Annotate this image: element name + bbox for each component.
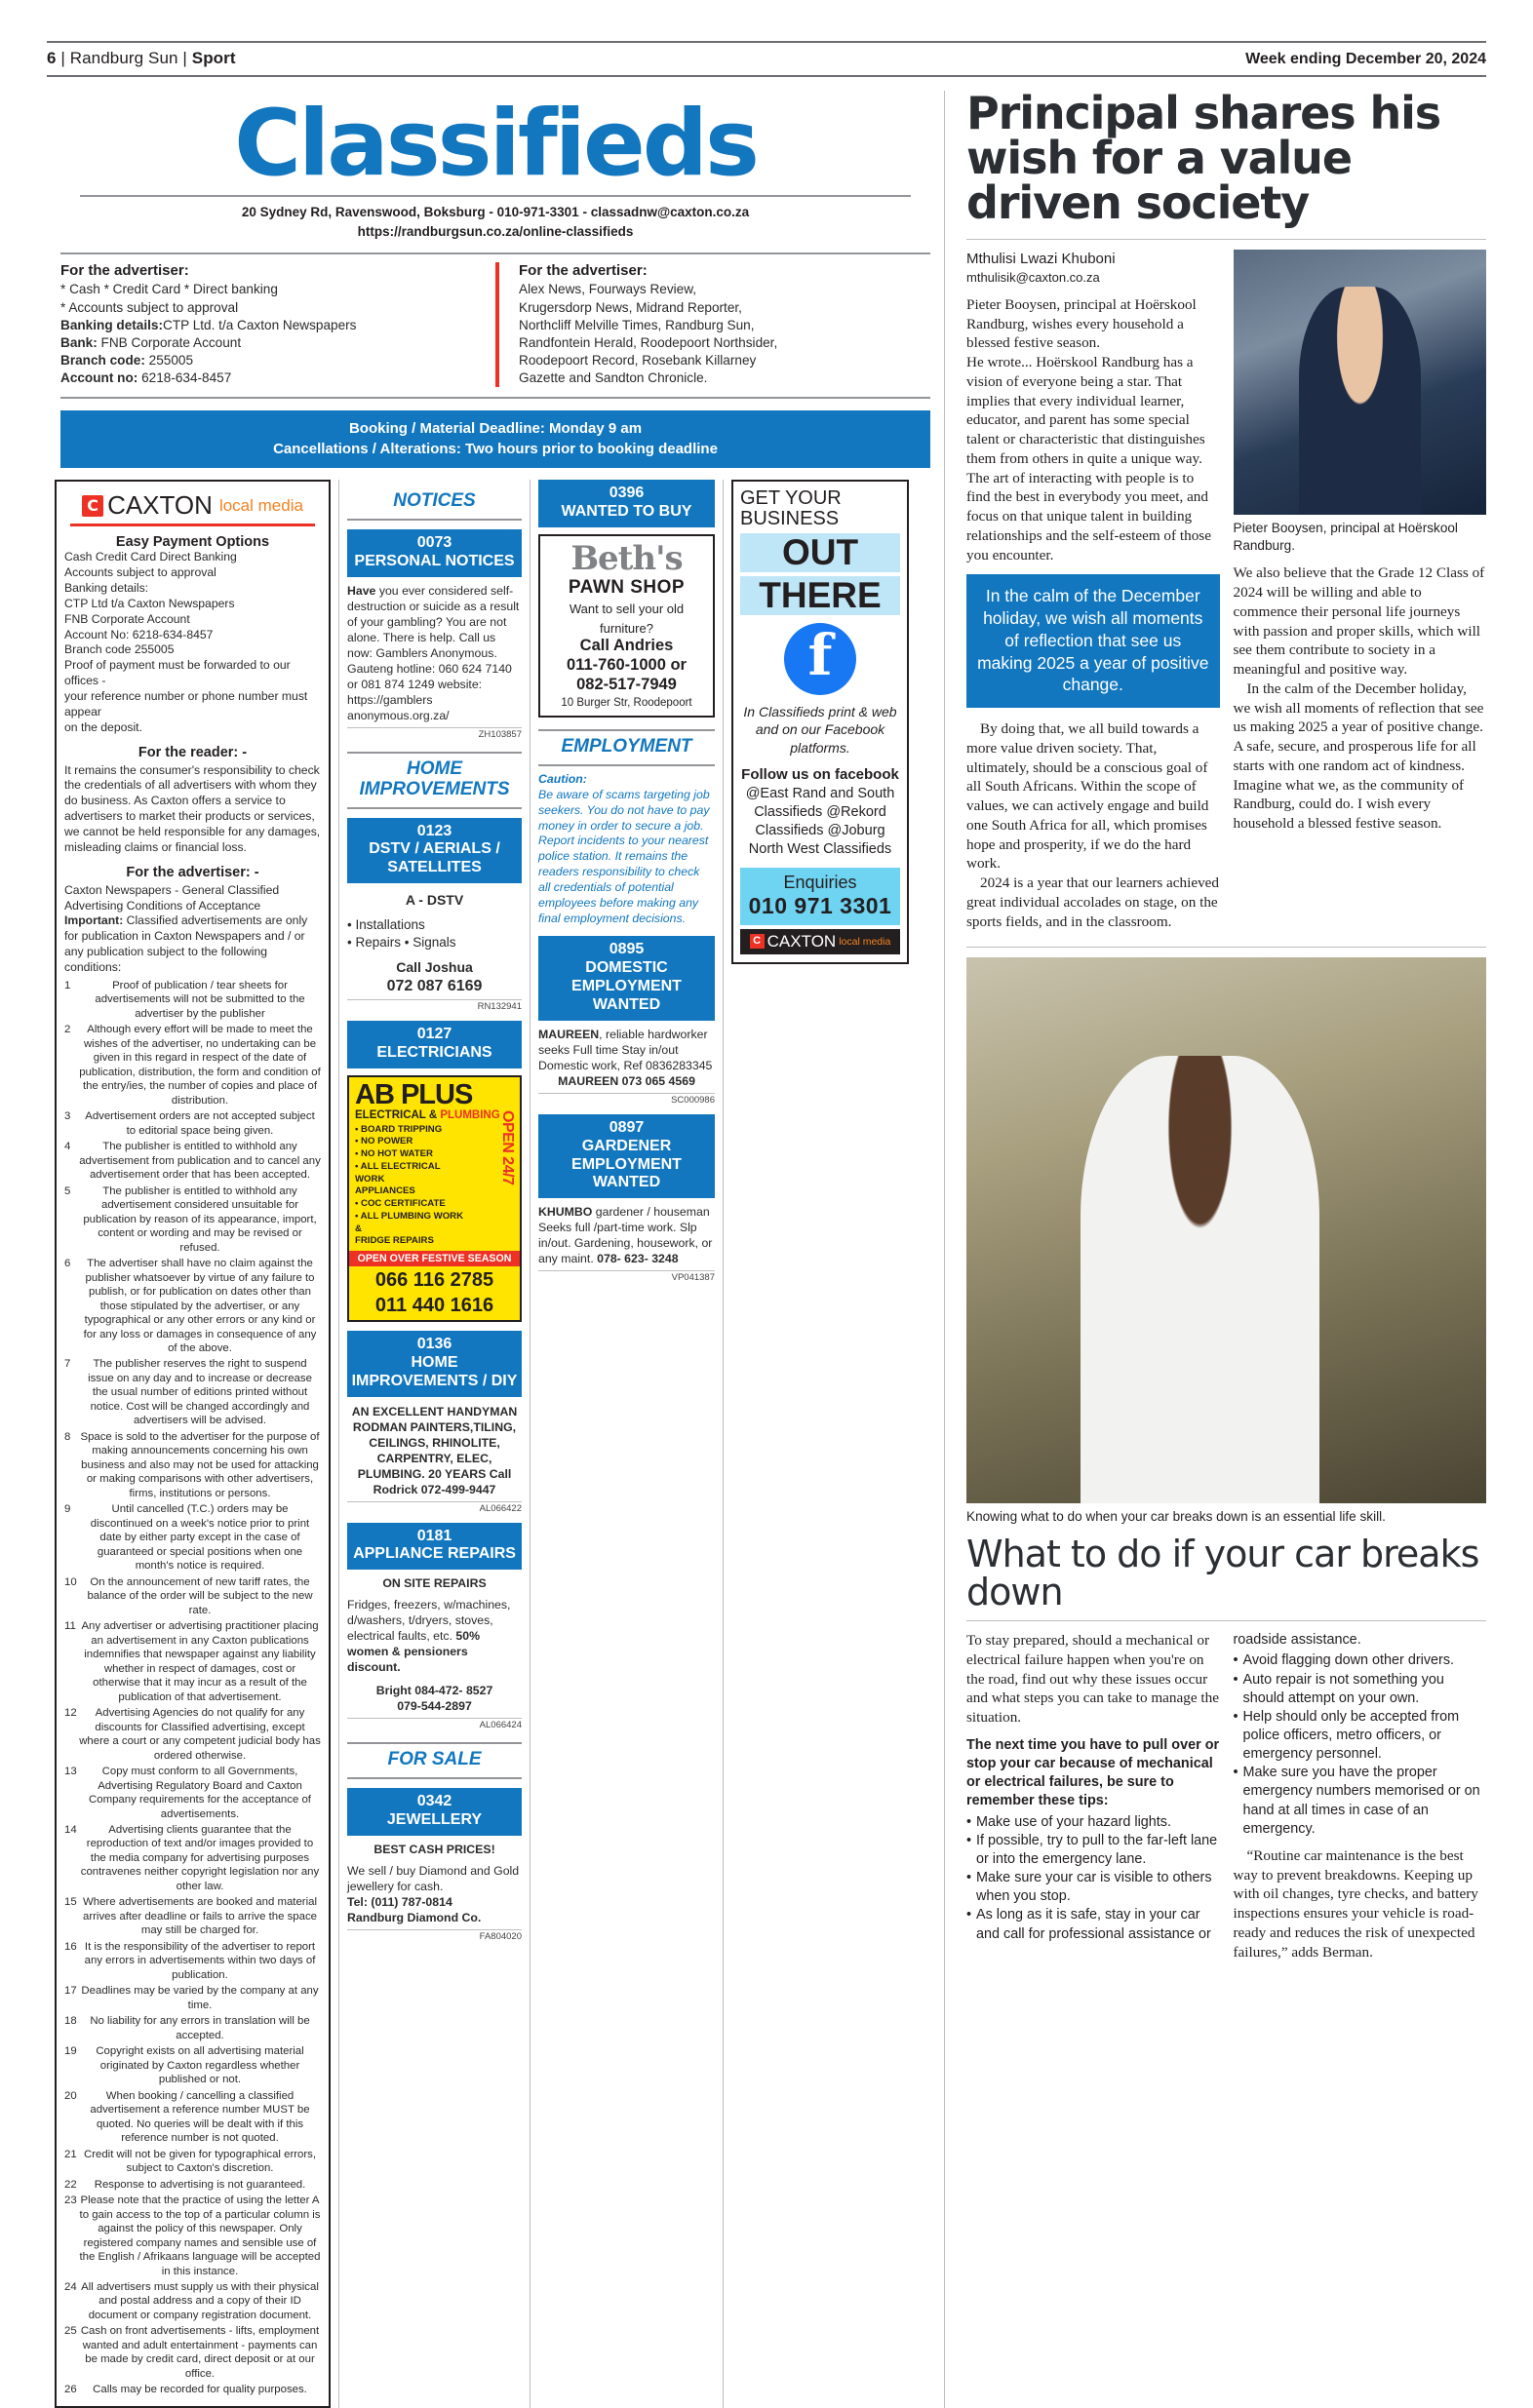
ad-jewellery-title: BEST CASH PRICES! [373, 1842, 495, 1856]
abplus-phone-2[interactable]: 011 440 1616 [374, 1294, 494, 1316]
category-gardener-employment[interactable] [538, 1114, 715, 1199]
pay-line-5: Account No: 6218-634-8457 [64, 627, 214, 641]
ad-appliance-contact-2[interactable]: 079-544-2897 [397, 1699, 472, 1714]
publication-list-3: Northcliff Melville Times, Randburg Sun, [519, 317, 755, 332]
tip-item: • Help should only be accepted from police officers, metro officers, or emergency personnel. [1234, 1708, 1487, 1764]
account-no-label: Account no: [60, 369, 138, 385]
category-jewellery[interactable] [347, 1788, 522, 1836]
pay-line-7: Proof of payment must be forwarded to our offices - [64, 658, 291, 688]
facebook-icon[interactable] [784, 623, 856, 695]
publication-list-4: Randfontein Herald, Roodepoort Northsider, [519, 334, 778, 350]
caxton-divider [70, 524, 315, 526]
category-code: 0073 [416, 534, 452, 552]
category-name: HOME IMPROVEMENTS / DIY [351, 1353, 518, 1389]
group-heading-employment: EMPLOYMENT [538, 729, 715, 766]
article1-columns [966, 250, 1486, 931]
paragraph: He wrote... Hoërskool Randburg has a vision of everyone being a star. That implies that every individual learner, educator, and parent has some special talent or characteristic that distinguishes them from others in quite a unique way. The art of interacting with people is to find the best in everybody you meet, and focus on that unique talent in building relationships and the self-esteem of those you encounter. [966, 354, 1211, 563]
article-divider [966, 947, 1486, 948]
article1-column-1 [966, 250, 1220, 931]
category-personal-notices[interactable] [347, 529, 522, 577]
term-item: Proof of publication / tear sheets for advertisements will not be submitted to the advertiser by the publisher [95, 979, 305, 1020]
term-item: Calls may be recorded for quality purposes. [93, 2384, 307, 2396]
category-name: ELECTRICIANS [376, 1044, 492, 1062]
pay-line-6: Branch code 255005 [64, 642, 175, 657]
ad-reference-code: AL066422 [347, 1501, 522, 1514]
ad-pawn-shop[interactable] [538, 534, 715, 718]
paragraph: In the calm of the December holiday, we wish all moments of reflection that see us making 2025 a year of positive change. A safe, secure, and prosperous life for all starts with one random act of kindness. Imagine what we, as the community of Randburg, could do. I wish every household a blessed festive season. [1233, 680, 1484, 833]
payment-options-heading: Easy Payment Options [115, 534, 270, 551]
category-code: 0136 [416, 1336, 452, 1353]
section-name: Sport [191, 49, 236, 67]
week-ending-label: Week ending December 20, 2024 [1245, 51, 1486, 67]
term-item: When booking / cancelling a classified advertisement a reference number MUST be quoted. No queries will be dealt with if this reference number is not quoted. [90, 2089, 310, 2145]
article2-tips-col1 [966, 1736, 1220, 1944]
tip-item: • Make use of your hazard lights. [966, 1813, 1220, 1832]
article2-column-2 [1234, 1631, 1487, 1961]
separator-1: | [60, 49, 70, 67]
classifieds-column-notices [339, 480, 531, 2408]
term-item: Where advertisements are booked and material arrives after deadline or fails to arrive the space may still be charged for. [83, 1896, 317, 1937]
account-no-value: 6218-634-8457 [138, 369, 232, 385]
article1-photo-caption: Pieter Booysen, principal at Hoërskool Randburg. [1233, 521, 1458, 553]
tip-item: • As long as it is safe, stay in your car and call for professional assistance or [966, 1906, 1220, 1943]
pawn-shop-label: PAWN SHOP [568, 577, 686, 599]
category-code: 0127 [416, 1026, 452, 1043]
article1-pullquote: In the calm of the December holiday, we wish all moments of reflection that see us making 2025 a year of positive change. [966, 574, 1220, 708]
article2-headline-divider [966, 1620, 1486, 1621]
pawn-phone-2[interactable]: 082-517-7949 [576, 675, 677, 693]
appliance-discount: 50% women & pensioners discount. [347, 1629, 481, 1675]
caxton-name: CAXTON [107, 490, 213, 521]
promo-line-2: BUSINESS [740, 508, 840, 530]
advertiser-left-line4 [60, 334, 482, 352]
category-name: WANTED TO BUY [561, 503, 692, 521]
abplus-title: AB PLUS [355, 1079, 473, 1111]
tip-item: • If possible, try to pull to the far-left lane or into the emergency lane. [966, 1832, 1220, 1869]
tips-intro: The next time you have to pull over or stop your car because of mechanical or electrical failures, be sure to remember these tips: [966, 1736, 1220, 1809]
group-heading-home-improvements: HOME IMPROVEMENTS [347, 752, 522, 809]
paragraph: By doing that, we all build towards a more value driven society. That, ultimately, should be a conscious goal of all South Africans. Within the scope of values, we can actively engage and build one South Africa for all, which promises hope and prosperity, if we do the hard work. [966, 720, 1209, 873]
pawn-phone-1[interactable]: 011-760-1000 or [567, 656, 687, 675]
address-line-1: 20 Sydney Rd, Ravenswood, Boksburg - 010-971-3301 - classadnw@caxton.co.za [241, 205, 750, 220]
article2-column-1 [966, 1631, 1220, 1961]
article1-photo-principal [1234, 250, 1487, 515]
category-appliance-repairs[interactable] [347, 1523, 522, 1571]
term-item: No liability for any errors in translation will be accepted. [90, 2015, 310, 2041]
pay-line-4: FNB Corporate Account [64, 611, 190, 626]
abplus-item: APPLIANCES [355, 1185, 415, 1197]
paragraph: Pieter Booysen, principal at Hoërskool Randburg, wishes every household a blessed festive season. [966, 295, 1197, 352]
publication-list-5: Roodepoort Record, Rosebank Killarney [519, 352, 757, 368]
classifieds-address [80, 195, 911, 241]
tips-continuation: roadside assistance. [1233, 1632, 1361, 1649]
important-label: Important: [64, 913, 124, 928]
classifieds-column-terms [47, 480, 339, 2408]
tip-item: • Avoid flagging down other drivers. [1234, 1651, 1487, 1670]
ad-reference-code: FA804020 [347, 1929, 522, 1942]
abplus-item: • ALL PLUMBING WORK & [355, 1210, 464, 1234]
deadline-line-2: Cancellations / Alterations: Two hours prior to booking deadline [273, 440, 718, 457]
author-name: Mthulisi Lwazi Khuboni [966, 251, 1116, 267]
article1-body-col2 [1234, 563, 1487, 834]
headline-divider [966, 239, 1486, 240]
caxton-tagline: local media [218, 495, 303, 515]
caution-title: Caution: [538, 771, 587, 786]
ad-appliance-body [347, 1598, 522, 1676]
abplus-festive-banner: OPEN OVER FESTIVE SEASON [349, 1251, 520, 1266]
ad-reference-code: VP041387 [538, 1270, 715, 1283]
abplus-item: • BOARD TRIPPING [355, 1123, 443, 1135]
banking-details-label: Banking details: [60, 317, 163, 332]
classifieds-column-wanted [531, 480, 724, 2408]
article1-body-col1-cont [966, 719, 1220, 931]
ad-reference-code: SC000986 [538, 1093, 715, 1106]
reader-text: It remains the consumer's responsibility to check the credentials of all advertisers with whom they do business. As Caxton offers a service to advertisers to market their products or services, we cannot be held responsible for any damages, misleading claims or financial loss. [64, 762, 321, 854]
bank-value: FNB Corporate Account [97, 334, 242, 350]
tip-item: • Make sure your car is visible to others when you stop. [966, 1869, 1220, 1906]
deadline-banner [60, 410, 930, 468]
abplus-subtitle [355, 1109, 514, 1121]
publication-list-6: Gazette and Sandton Chronicle. [519, 369, 708, 385]
advertiser-terms-sub: Caxton Newspapers - General Classified Advertising Conditions of Acceptance [64, 882, 280, 913]
abplus-item: • COC CERTIFICATE [355, 1198, 446, 1210]
category-name: APPLIANCE REPAIRS [353, 1545, 516, 1563]
category-domestic-employment[interactable] [538, 936, 715, 1021]
advertiser-left-heading: For the advertiser: [60, 262, 189, 280]
pay-line-9: on the deposit. [64, 719, 142, 734]
promo-italic-text: In Classifieds print & web and on our Facebook platforms. [743, 703, 897, 756]
classifieds-grid [47, 480, 944, 2408]
important-text: Classified advertisements are only for publication in Caxton Newspapers and / or any publication subject to the following conditions: [64, 913, 308, 975]
category-dstv[interactable] [347, 818, 522, 884]
article2-photo-breakdown [966, 957, 1486, 1503]
term-item: The publisher is entitled to withhold any advertisement considered unsuitable for publication by reason of its appearance, import, content or wording and may be revised or refused. [83, 1185, 317, 1254]
abplus-item: • NO HOT WATER [355, 1148, 433, 1160]
category-wanted-to-buy[interactable] [538, 480, 715, 527]
term-item: Any advertiser or advertising practitioner placing an advertisement in any Caxton publications indemnifies that newspaper against any liability whether in respect of damages, cost or otherwise that it may incur as a result of the publication of that advertisement. [81, 1620, 319, 1703]
promo-get-your-business[interactable] [731, 480, 909, 964]
term-item: Copyright exists on all advertising material originated by Caxton regardless whether published or not. [96, 2045, 304, 2086]
ad-dstv-line1: • Installations [347, 917, 425, 933]
ad-abplus[interactable] [347, 1075, 522, 1322]
advertiser-panel-left [60, 262, 495, 386]
term-item: Advertising Agencies do not qualify for any discounts for Classified advertising, except where a court or any competent judicial body has ordered otherwise. [79, 1707, 321, 1762]
paragraph: To stay prepared, should a mechanical or electrical failure happen when you're on the road, find out why these issues occur and what steps you can take to manage the situation. [966, 1632, 1219, 1727]
enquiries-phone[interactable]: 010 971 3301 [748, 892, 892, 918]
paragraph: “Routine car maintenance is the best way to prevent breakdowns. Keeping up with oil changes, tyre checks, and battery inspections ensures your vehicle is road-ready and reduces the risk of unexpected failures,” adds Berman. [1233, 1846, 1478, 1961]
category-name: PERSONAL NOTICES [354, 553, 515, 570]
advertiser-info-panels [60, 252, 930, 398]
advertiser-left-line5 [60, 352, 482, 369]
pawn-address: 10 Burger Str, Roodepoort [561, 696, 692, 709]
caution-body: Be aware of scams targeting job seekers. You do not have to pay money in order to secure a job. Report incidents to your nearest police station. It remains the readers responsibility to check all credentials of potential employees before making any final employment decisions. [538, 787, 710, 926]
newspaper-page [0, 41, 1533, 2396]
ad-body: gardener / houseman Seeks full /part-time work. Slp in/out. Gardening, housework, or any maint. [538, 1205, 713, 1266]
caxton-name: CAXTON [766, 931, 837, 951]
ad-dstv-phone[interactable]: 072 087 6169 [386, 977, 483, 994]
term-item: Copy must conform to all Governments, Advertising Regulatory Board and Caxton Company requirements for the acceptance of advertisements. [89, 1766, 311, 1820]
ad-jewellery-tel[interactable]: Tel: (011) 787-0814 [347, 1894, 452, 1909]
ad-jewellery-body: We sell / buy Diamond and Gold jewellery for cash. [347, 1863, 520, 1893]
abplus-item: FRIDGE REPAIRS [355, 1235, 434, 1247]
ad-lead-word: MAUREEN [538, 1027, 600, 1041]
terms-list [64, 979, 321, 2397]
pay-line-2: Banking details: [64, 580, 149, 595]
employment-caution [538, 772, 715, 928]
ad-appliance-contact[interactable]: Bright 084-472- 8527 [375, 1684, 493, 1698]
category-name: JEWELLERY [386, 1810, 483, 1828]
tip-item: • Make sure you have the proper emergency numbers memorised or on hand at all times in case of an emergency. [1234, 1764, 1487, 1839]
term-item: Credit will not be given for typographical errors, subject to Caxton's discretion. [83, 2148, 317, 2175]
category-electricians[interactable] [347, 1021, 522, 1068]
tips-list-col2 [1234, 1651, 1487, 1839]
branch-code-label: Branch code: [60, 352, 145, 368]
banking-details-value: CTP Ltd. t/a Caxton Newspapers [163, 317, 357, 332]
ad-handyman: AN EXCELLENT HANDYMAN RODMAN PAINTERS,TILING, CEILINGS, RHINOLITE, CARPENTRY, ELEC, PLUMBING. 20 YEARS Call Rodrick 072-499-9447 [351, 1404, 518, 1496]
promo-handles: @East Rand and South Classifieds @Rekord Classifieds @Joburg North West Classifieds [745, 785, 895, 858]
publication-name: Randburg Sun [69, 49, 178, 67]
ad-dstv-call: Call Joshua [396, 959, 473, 976]
advertiser-left-line2: * Accounts subject to approval [60, 299, 239, 315]
pay-line-1: Accounts subject to approval [64, 565, 216, 580]
pay-line-3: CTP Ltd t/a Caxton Newspapers [64, 596, 235, 610]
caxton-logo [64, 490, 321, 521]
ad-reference-code: ZH103857 [347, 727, 522, 740]
article1-byline [966, 250, 1220, 287]
caxton-mark-icon: C [750, 934, 765, 949]
abplus-service-list [355, 1124, 464, 1249]
article1-body-col1 [966, 295, 1220, 565]
ad-appliance-title: ON SITE REPAIRS [382, 1576, 487, 1591]
term-item: On the announcement of new tariff rates, the balance of the order will be subject to the new rate. [87, 1575, 313, 1616]
term-item: All advertisers must supply us with their physical and postal address and a copy of their ID document or company registration document. [81, 2281, 319, 2321]
category-home-improvements-diy[interactable] [347, 1331, 522, 1397]
ad-jewellery-name: Randburg Diamond Co. [347, 1910, 482, 1924]
abplus-phone-1[interactable]: 066 116 2785 [374, 1269, 494, 1292]
page-body [47, 87, 1486, 2408]
bank-label: Bank: [60, 334, 98, 350]
article2-photo-caption: Knowing what to do when your car breaks down is an essential life skill. [966, 1509, 1386, 1525]
term-item: Although every effort will be made to meet the wishes of the advertiser, no undertaking can be given in this regard in respect of the date of publication, distribution, the form and condition of the entry/ies, the number of copies and place of distribution. [79, 1024, 321, 1107]
advertiser-important [64, 913, 321, 975]
article1-column-2 [1234, 250, 1487, 931]
category-name: GARDENER EMPLOYMENT WANTED [571, 1137, 682, 1191]
category-code: 0181 [416, 1527, 452, 1544]
article2-closing-quote [1234, 1846, 1487, 1962]
promo-there: THERE [740, 576, 900, 615]
category-code: 0895 [609, 941, 645, 958]
promo-caxton-logo [740, 929, 900, 954]
category-code: 0897 [609, 1118, 645, 1136]
advertiser-right-heading: For the advertiser: [519, 262, 648, 280]
tip-item: • Auto repair is not something you should attempt on your own. [1234, 1671, 1487, 1708]
promo-line-1: GET YOUR [740, 487, 842, 510]
ad-dstv-title: A - DSTV [405, 892, 464, 909]
caxton-tagline: local media [839, 935, 891, 948]
tips-list-col1 [966, 1813, 1220, 1944]
term-item: Cash on front advertisements - lifts, employment wanted and adult entertainment - payments can be made by credit card, direct deposit or at our office. [80, 2325, 320, 2380]
abplus-sub-right: PLUMBING [437, 1108, 500, 1121]
reader-heading: For the reader: - [138, 744, 248, 760]
abplus-item: • ALL ELECTRICAL WORK [355, 1160, 441, 1185]
paragraph: 2024 is a year that our learners achieved great individual accolades on stage, on the sports fields, and in the classroom. [966, 874, 1220, 930]
pawn-call-label: Call Andries [579, 637, 674, 655]
ad-body: you ever considered self-destruction or suicide as a result of your gambling? You are not alone. There is help. Call us now: Gamblers Anonymous. Gauteng hotline: 060 624 7140 or 081 874 1249 website: https://gamblers anonymous.org.za/ [347, 583, 520, 722]
article1-headline: Principal shares his wish for a value driven society [966, 87, 1441, 229]
ad-dstv-line2: • Repairs • Signals [347, 934, 456, 950]
article2-tips-col2 [1234, 1631, 1487, 1839]
separator-2: | [182, 49, 192, 67]
ad-lead-word: Have [347, 583, 376, 598]
promo-enquiries [740, 868, 900, 925]
promo-out: OUT [740, 533, 900, 572]
article2-headline: What to do if your car breaks down [966, 1532, 1479, 1614]
article2-intro [966, 1631, 1220, 1728]
classifieds-section [47, 91, 944, 2408]
advertiser-left-line6 [60, 369, 482, 387]
group-heading-for-sale: FOR SALE [347, 1742, 522, 1779]
enquiries-label: Enquiries [783, 872, 857, 892]
ad-gardener [538, 1205, 715, 1267]
term-item: Until cancelled (T.C.) orders may be discontinued on a week's notice prior to print date by either party except in the case of guaranteed or special positions when one month's notice is required. [90, 1503, 310, 1573]
ad-domestic-phone[interactable]: MAUREEN 073 065 4569 [558, 1073, 695, 1088]
pawn-text-1: Want to sell your old [569, 602, 685, 617]
category-code: 0123 [416, 822, 452, 839]
paragraph: We also believe that the Grade 12 Class of 2024 will be willing and able to commence their personal life journeys with passion and proper skills, which will see them contribute to society in a meaningful and positive way. [1233, 564, 1485, 679]
abplus-open-badge: OPEN 24/7 [499, 1110, 516, 1185]
ad-gardener-phone[interactable]: 078- 623- 3248 [593, 1252, 679, 1266]
category-name: DOMESTIC EMPLOYMENT WANTED [571, 959, 682, 1014]
payment-options-list [64, 550, 321, 735]
page-number: 6 [47, 49, 57, 67]
pay-line-8: your reference number or phone number must appear [64, 689, 308, 719]
term-item: The advertiser shall have no claim against the publisher whatsoever by virtue of any failure to publish, or for publication on dates other than those stipulated by the advertiser, or any typographical or any other errors or any kind or for any loss or damages in consequence of any of the above. [83, 1258, 317, 1354]
publication-list-2: Krugersdorp News, Midrand Reporter, [519, 299, 742, 315]
term-item: Response to advertising is not guaranteed. [94, 2178, 306, 2191]
term-item: Advertisement orders are not accepted subject to editorial space being given. [85, 1110, 315, 1137]
advertiser-left-line1: * Cash * Credit Card * Direct banking [60, 282, 278, 297]
ad-reference-code: AL066424 [347, 1718, 522, 1730]
term-item: It is the responsibility of the advertiser to report any errors in advertisements within two days of publication. [84, 1940, 316, 1981]
classifieds-column-promo [724, 480, 917, 2408]
category-code: 0342 [416, 1793, 452, 1810]
advertiser-left-line3 [60, 317, 482, 334]
page-header-bar [47, 41, 1486, 77]
ad-body: , reliable hardworker seeks Full time Stay in/out Domestic work, Ref 0836283345 [538, 1027, 713, 1072]
term-item: Advertising clients guarantee that the reproduction of text and/or images provided to the media company for advertising purposes contravenes neither copyright legislation nor any other law. [80, 1823, 320, 1892]
ad-reference-code: RN132941 [347, 999, 522, 1012]
pawn-text-2: furniture? [600, 620, 653, 636]
branch-code-value: 255005 [144, 352, 194, 368]
ad-lead-word: KHUMBO [538, 1205, 593, 1220]
pawn-logo: Beth's [570, 539, 683, 579]
editorial-section [944, 87, 1486, 2408]
category-name: DSTV / AERIALS / SATELLITES [369, 840, 500, 876]
article2-columns [966, 1631, 1486, 1961]
term-item: Deadlines may be varied by the company at any time. [81, 1985, 319, 2011]
author-email[interactable]: mthulisik@caxton.co.za [966, 270, 1100, 286]
term-item: Space is sold to the advertiser for the purpose of making announcements concerning his own business and also may not be used for attacking or making comparisons with other advertisers, firms, institutions or persons. [80, 1430, 320, 1499]
address-line-2[interactable]: https://randburgsun.co.za/online-classifieds [357, 223, 634, 239]
abplus-sub-left: ELECTRICAL & [355, 1108, 438, 1121]
caxton-payment-box [55, 480, 331, 2408]
category-code: 0396 [609, 485, 645, 502]
group-heading-notices: NOTICES [347, 491, 522, 521]
ad-personal-notice [347, 584, 522, 724]
term-item: The publisher is entitled to withhold any advertisement from publication and to cancel any advertisement order that has been accepted. [79, 1141, 321, 1182]
page-identifier [47, 49, 236, 68]
caxton-mark-icon: C [82, 495, 103, 517]
deadline-line-1: Booking / Material Deadline: Monday 9 am [348, 419, 643, 437]
classifieds-logo: Classifieds [234, 91, 757, 197]
publication-list-1: Alex News, Fourways Review, [519, 282, 697, 297]
advertiser-panel-right [495, 262, 930, 386]
advertiser-terms-heading: For the advertiser: - [126, 864, 259, 880]
appliance-services: Fridges, freezers, w/machines, d/washers, t/dryers, stoves, electrical faults, etc. [347, 1598, 511, 1644]
abplus-item: • NO POWER [355, 1136, 413, 1147]
ad-domestic [538, 1028, 715, 1074]
term-item: Please note that the practice of using the letter A to gain access to the top of a particular column is against the policy of this newspaper. Only registered company names and sensible use of the English / Afrikaans language will be accepted in this instance. [79, 2194, 321, 2277]
pay-line-0: Cash Credit Card Direct Banking [64, 550, 237, 564]
promo-follow-label: Follow us on facebook [741, 766, 899, 784]
term-item: The publisher reserves the right to suspend issue on any day and to increase or decrease the usual number of editions printed without notice. Cost will be changed accordingly and advertisers will be advised. [88, 1358, 312, 1427]
